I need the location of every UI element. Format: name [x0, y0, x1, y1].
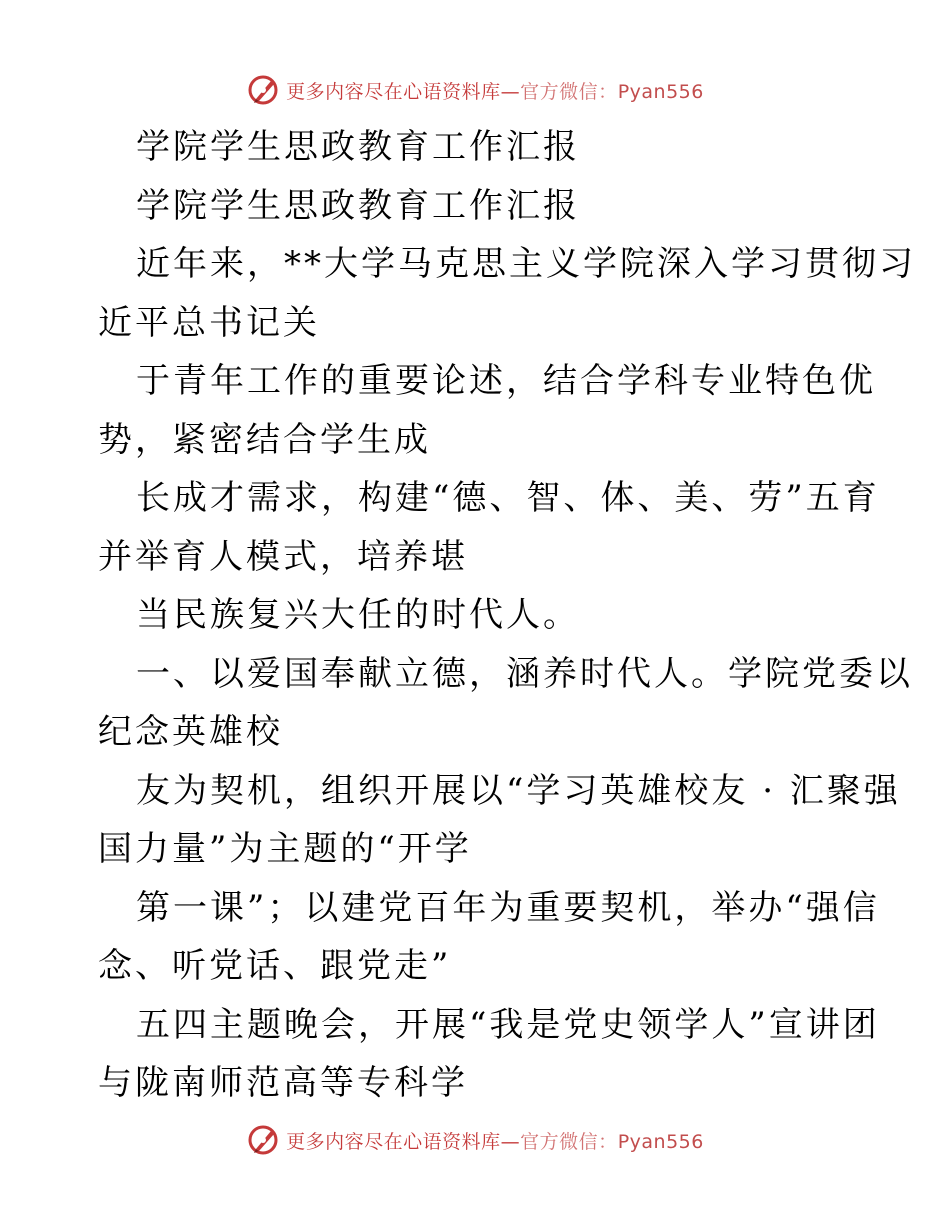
- footer-banner: [0, 1120, 950, 1160]
- banner-slogan: 更多内容尽在心语资料库: [286, 1130, 501, 1153]
- header-banner: [0, 70, 950, 110]
- doc-line: 五四主题晚会，开展“我是党史领学人”宣讲团: [136, 1004, 880, 1045]
- banner-wechat-id: Pyan556: [617, 80, 704, 103]
- doc-line: 近年来，**大学马克思主义学院深入学习贯彻习: [136, 244, 916, 284]
- doc-line: 第一课”；以建党百年为重要契机，举办“强信: [136, 887, 880, 928]
- banner-wechat-id: Pyan556: [617, 1130, 704, 1153]
- banner-official-label: 官方微信：: [520, 80, 618, 103]
- banner-dash: —: [500, 80, 521, 103]
- banner-slogan: 更多内容尽在心语资料库: [286, 80, 501, 103]
- doc-line: 势，紧密结合学生成: [98, 419, 431, 460]
- doc-line: 于青年工作的重要论述，结合学科专业特色优: [136, 361, 876, 401]
- document-body: [98, 118, 916, 1113]
- doc-line: 念、听党话、跟党走”: [98, 946, 452, 986]
- doc-line: 长成才需求，构建“德、智、体、美、劳”五育: [136, 478, 880, 518]
- doc-line: 当民族复兴大任的时代人。: [136, 595, 580, 635]
- banner-dash: —: [500, 1130, 521, 1153]
- doc-line: 友为契机，组织开展以“学习英雄校友 · 汇聚强: [136, 770, 901, 811]
- banner-official-label: 官方微信：: [520, 1130, 618, 1153]
- doc-line: 近平总书记关: [98, 302, 320, 343]
- doc-title: 学院学生思政教育工作汇报: [136, 127, 580, 167]
- pen-circle-icon: [246, 1123, 280, 1157]
- banner-text: [286, 77, 704, 104]
- doc-subtitle: 学院学生思政教育工作汇报: [136, 185, 580, 226]
- pen-circle-icon: [246, 73, 280, 107]
- doc-line: 国力量”为主题的“开学: [98, 829, 472, 869]
- doc-line: 一、以爱国奉献立德，涵养时代人。学院党委以: [136, 653, 913, 694]
- doc-line: 与陇南师范高等专科学: [98, 1063, 468, 1103]
- banner-text: [286, 1127, 704, 1154]
- doc-line: 并举育人模式，培养堪: [98, 536, 468, 577]
- doc-line: 纪念英雄校: [98, 712, 283, 752]
